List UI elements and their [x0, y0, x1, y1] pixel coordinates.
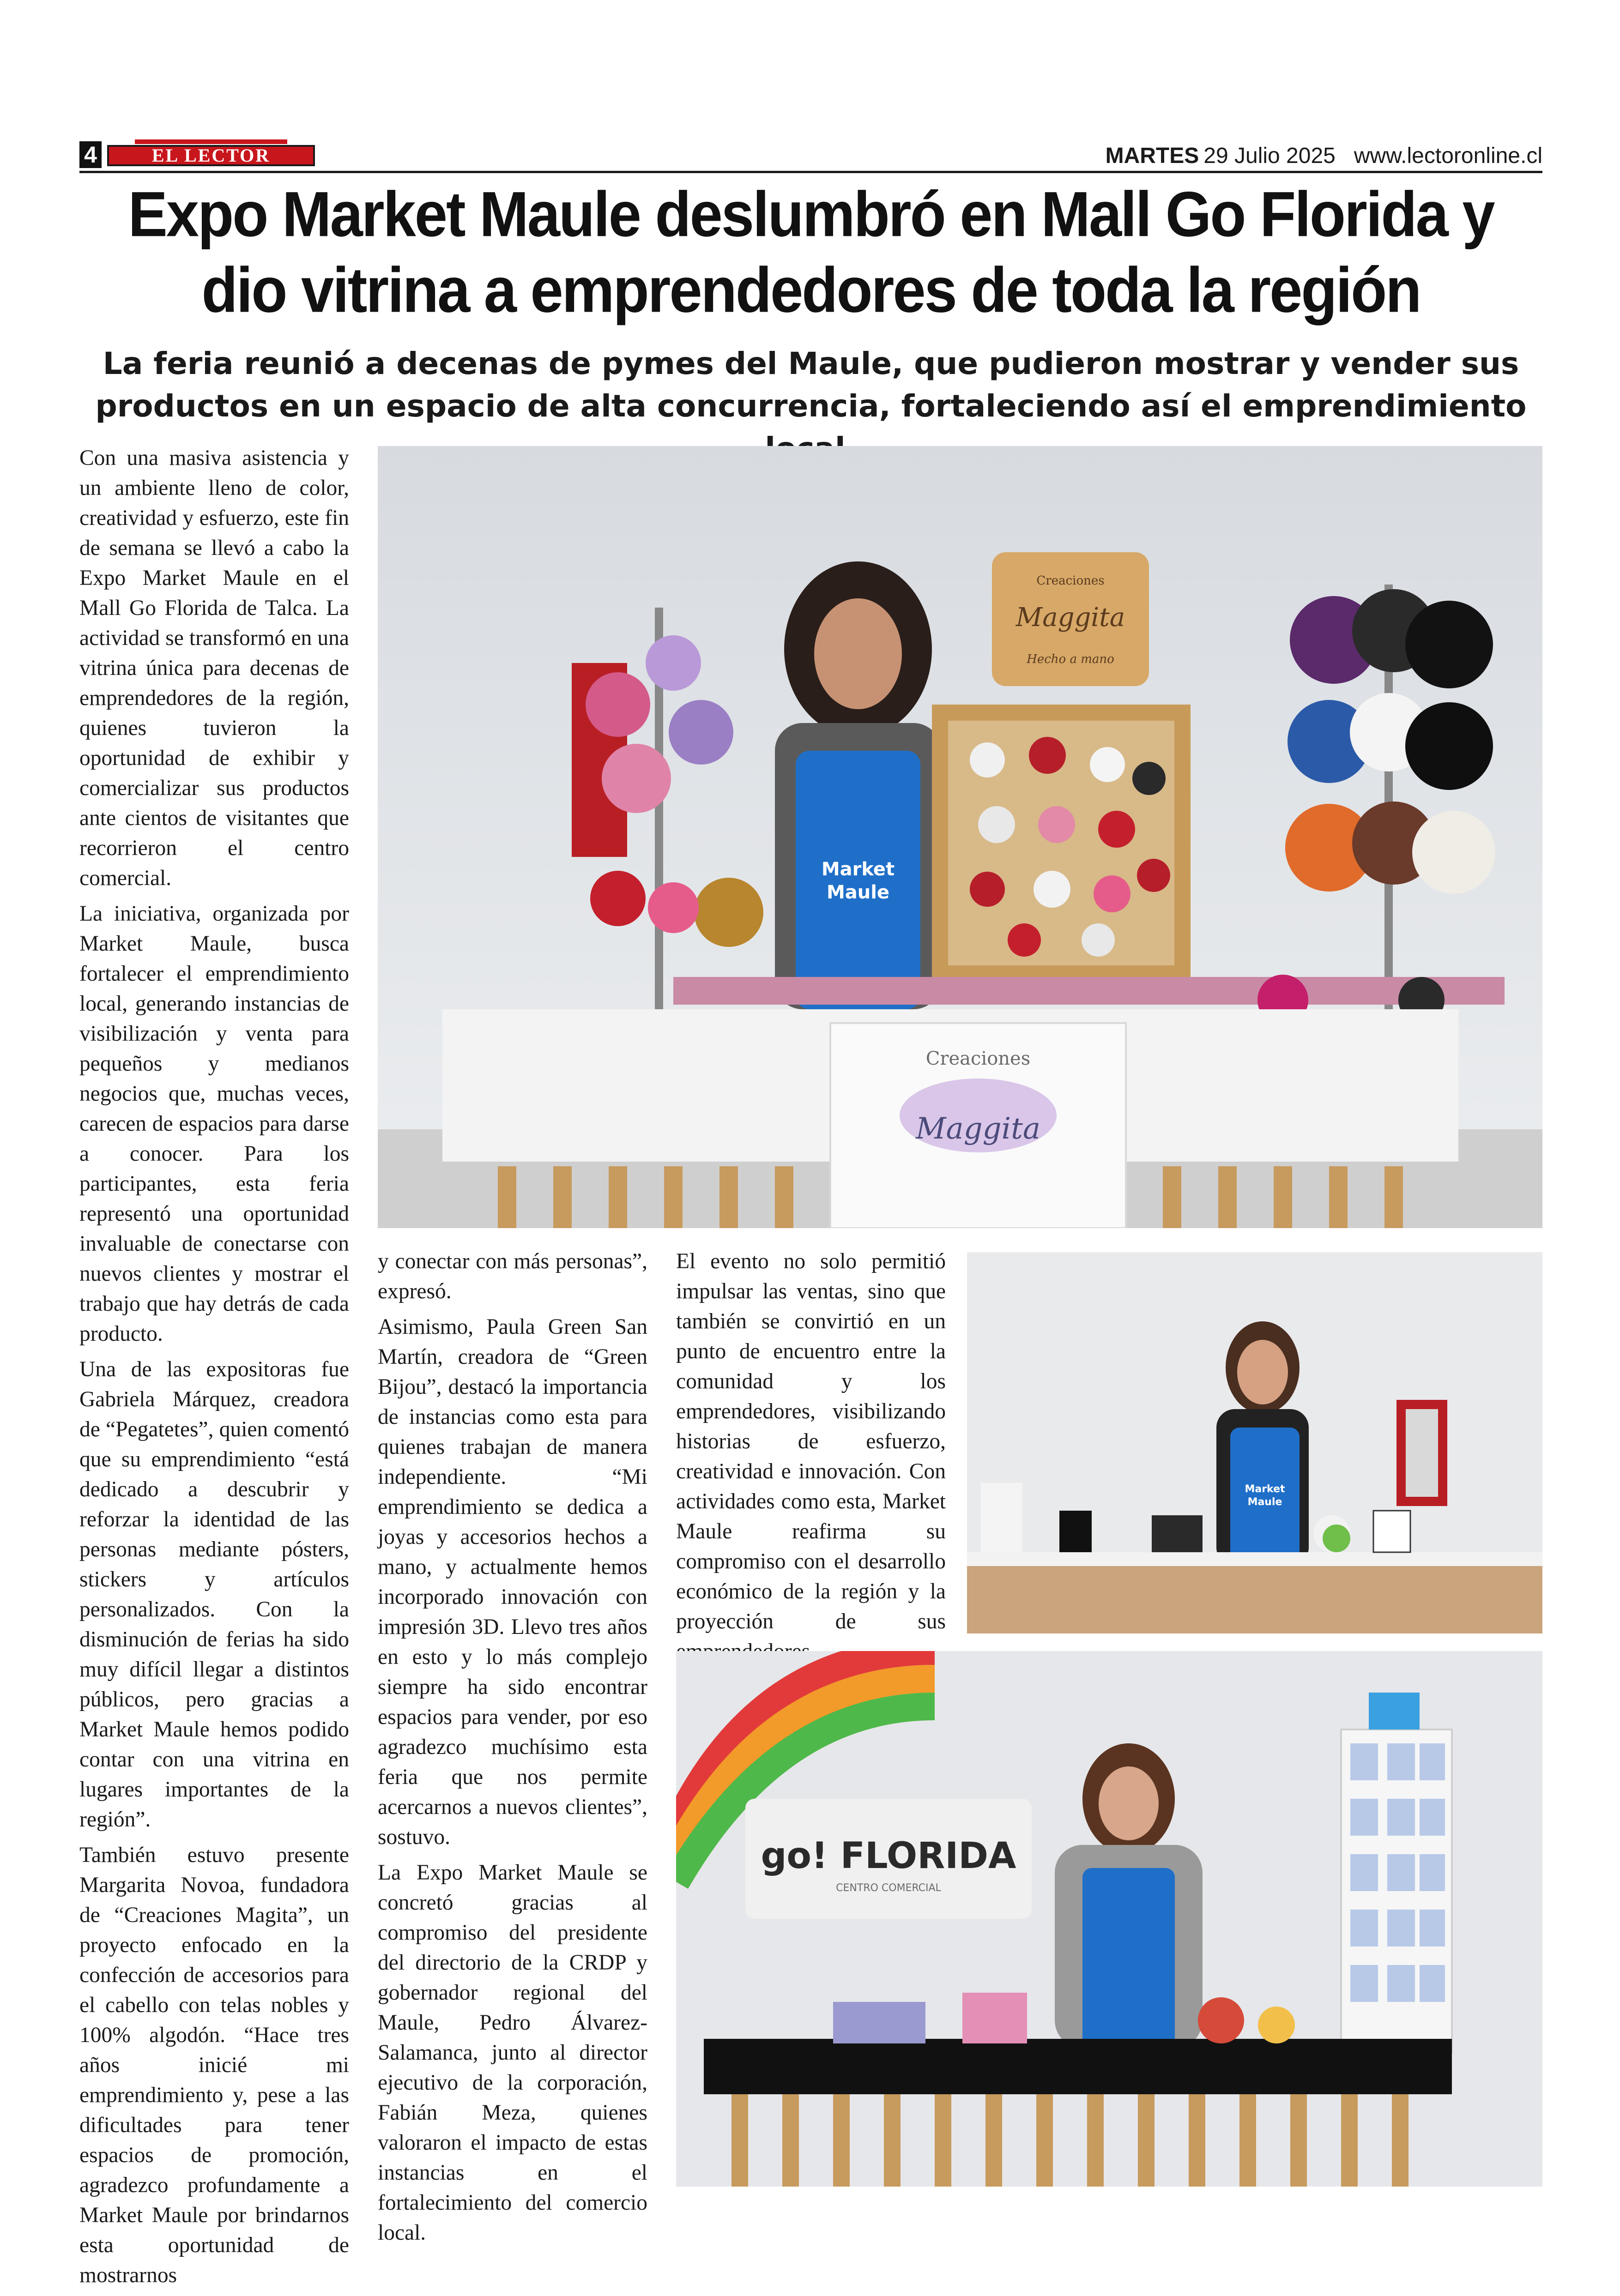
photo-pegatetes-stand	[676, 1651, 1542, 2187]
text-column-3	[676, 1247, 946, 1672]
page-header	[79, 139, 1542, 173]
photo-green-bijou-stand	[967, 1252, 1542, 1633]
main-photo-creaciones-maggita	[378, 446, 1542, 1228]
sign-text-line-2: Maggita	[1016, 603, 1125, 633]
page-number: 4	[79, 141, 102, 168]
paragraph: Asimismo, Paula Green San Martín, creadora de “Green Bijou”, destacó la importancia de instancias como esta para quienes trabajan de manera independiente. “Mi emprendimiento se dedica a joyas y accesorios hechos a mano, y actualmente hemos incorporado innovación con impresión 3D. Llevo tres años en esto y lo más complejo siempre ha sido encontrar espacios para vender, por eso agradezco muchísimo esta feria que nos permite acercarnos a nuevos clientes”, sostuvo.	[378, 1315, 647, 1849]
paragraph: La Expo Market Maule se concretó gracias al compromiso del presidente del directorio de la CRDP y gobernador regional del Maule, Pedro Álvarez-Salamanca, junto al director ejecutivo de la corporación, Fabián Meza, quienes valoraron el impacto de estas instancias en el fortalecimiento del comercio local.	[378, 1861, 647, 2245]
sign-text-line-3: Hecho a mano	[1027, 652, 1114, 666]
cloth-text-line-1: Creaciones	[925, 1048, 1031, 1069]
issue-date: 29 Julio 2025	[1203, 144, 1336, 168]
mall-logo-text: go! FLORIDA	[761, 1835, 1016, 1877]
newspaper-logo: EL LECTOR	[107, 145, 315, 166]
cloth-text-line-2: Maggita	[916, 1112, 1040, 1146]
website-link[interactable]: www.lectoronline.cl	[1354, 144, 1542, 168]
text-column-2	[378, 1247, 647, 2254]
apron-text-line-2: Maule	[826, 882, 890, 903]
sign-text-line-1: Creaciones	[1036, 574, 1105, 588]
paragraph: Con una masiva asistencia y un ambiente lleno de color, creatividad y esfuerzo, este fin de semana se llevó a cabo la Expo Market Maule en el Mall Go Florida de Talca. La actividad se transformó en una vitrina única para decenas de emprendedores de la región, quienes tuvieron la oportunidad de exhibir y comercializar sus productos ante cientos de visitantes que recorrieron el centro comercial.	[79, 446, 349, 890]
paragraph: También estuvo presente Margarita Novoa, fundadora de “Creaciones Magita”, un proyecto enfocado en la confección de accesorios para el cabello con telas nobles y 100% algodón. “Hace tres años inicié mi emprendimiento y, pese a las dificultades para tener espacios de promoción, agradezco profundamente a Market Maule por brindarnos esta oportunidad de mostrarnos	[79, 1843, 349, 2287]
article-headline: Expo Market Maule deslumbró en Mall Go Florida y dio vitrina a emprendedores de toda la región	[128, 179, 1494, 326]
paragraph: La iniciativa, organizada por Market Maule, busca fortalecer el emprendimiento local, generando instancias de visibilización y venta para pequeños y medianos negocios que, muchas veces, carecen de espacios para darse a conocer. Para los participantes, esta feria representó una oportunidad invaluable de conectarse con nuevos clientes y mostrar el trabajo que hay detrás de cada producto.	[79, 902, 349, 1346]
article-subheadline: La feria reunió a decenas de pymes del Maule, que pudieron mostrar y vender sus productos en un espacio de alta concurrencia, fortaleciendo así el emprendimiento	[95, 346, 1527, 424]
text-column-1	[79, 443, 349, 2296]
apron-text-line-1: Market	[1245, 1483, 1285, 1495]
logo-top-bar	[135, 139, 287, 144]
apron-text-line-2: Maule	[1247, 1496, 1282, 1508]
mall-logo-subtext: CENTRO COMERCIAL	[836, 1882, 941, 1894]
date-line	[1106, 142, 1542, 170]
paragraph: El evento no solo permitió impulsar las ventas, sino que también se convirtió en un punto de encuentro entre la comunidad y los emprendedores, visibilizando historias de esfuerzo, creatividad e innovación. Con actividades como esta, Market Maule reafirma su compromiso con el desarrollo económico de la región y la proyección de sus	[676, 1249, 946, 1633]
apron-text-line-1: Market	[821, 859, 895, 880]
paragraph: y conectar con más personas”, expresó.	[378, 1249, 647, 1303]
issue-day: MARTES	[1105, 144, 1199, 168]
paragraph: Una de las expositoras fue Gabriela Márquez, creadora de “Pegatetes”, quien comentó que su emprendimiento “está dedicado a descubrir y reforzar la identidad de las personas mediante pósters, stickers y artículos personalizados. Con la disminución de ferias ha sido muy difícil llegar a distintos públicos, pero gracias a Market Maule hemos podido contar con una vitrina en lugares importantes de la región”.	[79, 1357, 349, 1832]
